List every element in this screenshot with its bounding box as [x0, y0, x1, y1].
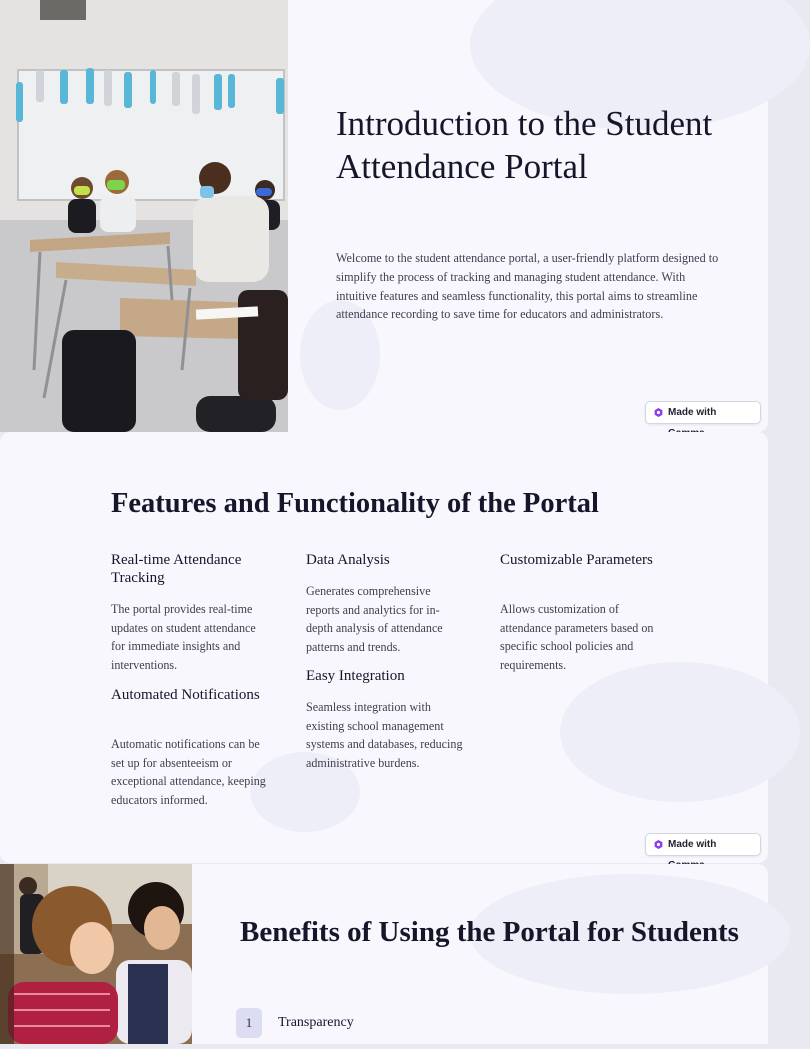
feature-description: Generates comprehensive reports and analytics for in-depth analysis of attendance patterns and trends.	[306, 584, 443, 655]
badge-label: Made with	[668, 839, 717, 850]
feature-customizable-parameters	[500, 551, 660, 675]
feature-description: Seamless integration with existing school management systems and databases, reducing administrative burdens.	[306, 700, 463, 771]
feature-realtime-tracking	[111, 551, 271, 675]
made-with-gamma-badge[interactable]	[645, 401, 761, 424]
students-photo	[0, 864, 192, 1044]
feature-description: The portal provides real-time updates on student attendance for immediate insights and interventions.	[111, 602, 256, 673]
feature-automated-notifications	[111, 686, 271, 810]
feature-description: Automatic notifications can be set up for absenteeism or exceptional attendance, keeping educators informed.	[111, 737, 266, 808]
slide-intro	[0, 0, 768, 432]
slide-intro-text: Welcome to the student attendance portal, a user-friendly platform designed to simplify the process of tracking and managing student attendance. With intuitive features and seamless functionality, this portal aims to streamline attendance recording to save time for educators and administrators.	[336, 251, 719, 322]
slide-title: Introduction to the Student Attendance Portal	[336, 104, 713, 186]
section-title: Benefits of Using the Portal for Students	[240, 916, 739, 948]
gamma-logo-icon	[654, 408, 663, 417]
classroom-photo	[0, 0, 288, 432]
feature-title: Real-time Attendance Tracking	[111, 552, 242, 586]
benefit-label: Transparency	[278, 1015, 354, 1030]
students-photo-image	[0, 864, 192, 1044]
benefit-number-badge: 1	[236, 1008, 262, 1038]
background-blob	[560, 662, 800, 802]
slide-features	[0, 432, 768, 863]
feature-data-analysis	[306, 551, 466, 657]
slide-benefits	[0, 864, 768, 1044]
feature-title: Customizable Parameters	[500, 552, 653, 568]
gamma-logo-icon	[654, 840, 663, 849]
made-with-gamma-badge[interactable]	[645, 833, 761, 856]
badge-label: Made with	[668, 407, 717, 418]
section-title: Features and Functionality of the Portal	[111, 488, 599, 519]
feature-title: Easy Integration	[306, 668, 405, 684]
classroom-photo-image	[0, 0, 288, 432]
feature-easy-integration	[306, 667, 466, 773]
feature-description: Allows customization of attendance parameters based on specific school policies and requirements.	[500, 602, 654, 673]
feature-title: Data Analysis	[306, 552, 390, 568]
feature-title: Automated Notifications	[111, 687, 260, 703]
